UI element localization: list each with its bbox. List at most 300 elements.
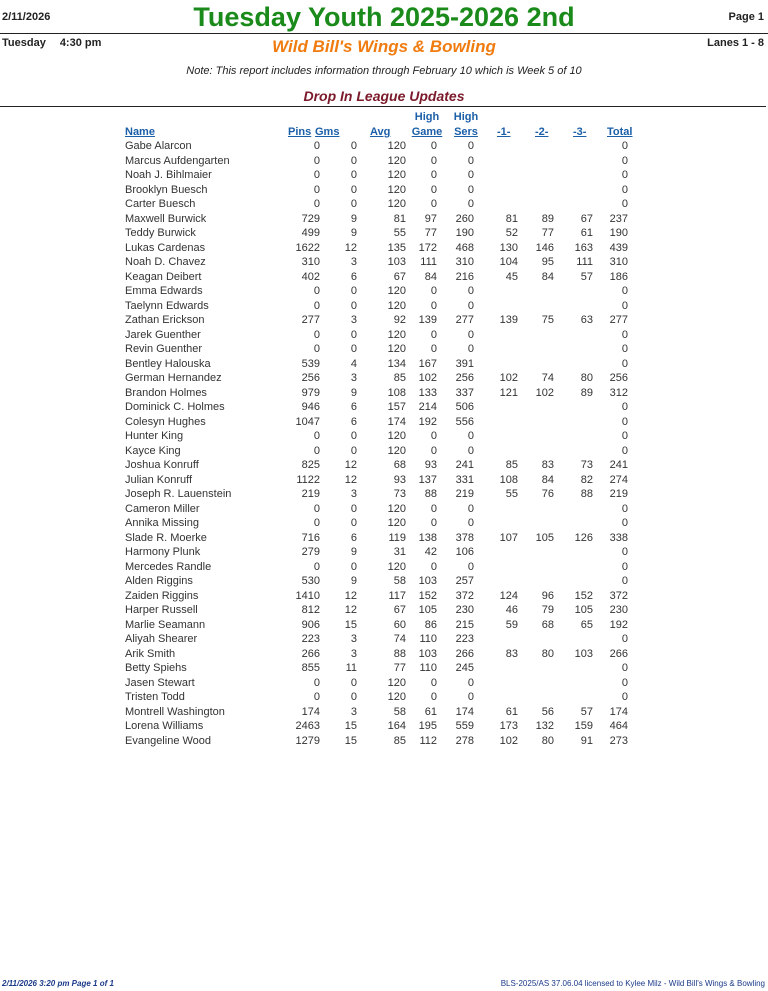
game2-cell bbox=[518, 632, 554, 647]
game2-cell: 79 bbox=[541, 604, 554, 616]
games-cell: 0 bbox=[350, 140, 357, 152]
game3-cell: 111 bbox=[576, 256, 593, 268]
game2-cell bbox=[518, 284, 554, 299]
game3-cell: 82 bbox=[580, 473, 593, 486]
col-header-high-sers: Sers bbox=[454, 126, 478, 138]
col-header-name: Name bbox=[125, 126, 155, 138]
game3-cell bbox=[554, 168, 593, 183]
total-cell: 241 bbox=[609, 459, 628, 471]
games-cell: 0 bbox=[350, 517, 357, 529]
game2-cell: 84 bbox=[541, 270, 554, 283]
games-cell: 0 bbox=[350, 154, 357, 167]
total-cell: 266 bbox=[609, 647, 628, 660]
games-cell: 3 bbox=[350, 314, 357, 326]
table-row bbox=[123, 473, 628, 488]
game3-cell: 105 bbox=[574, 604, 593, 616]
game2-cell: 105 bbox=[535, 531, 554, 544]
total-cell: 219 bbox=[609, 488, 628, 500]
average-cell: 77 bbox=[393, 662, 406, 674]
game2-cell bbox=[518, 168, 554, 183]
average-cell: 117 bbox=[388, 589, 406, 602]
average-cell: 120 bbox=[387, 198, 406, 210]
average-cell: 120 bbox=[387, 343, 406, 355]
pins-cell: 825 bbox=[301, 459, 320, 471]
games-cell: 9 bbox=[350, 575, 357, 587]
game1-cell bbox=[474, 342, 518, 357]
table-row bbox=[123, 212, 628, 227]
high-series-cell: 245 bbox=[455, 662, 474, 674]
total-cell: 256 bbox=[609, 372, 628, 384]
footer-license: BLS-2025/AS 37.06.04 licensed to Kylee Milz - Wild Bill's Wings & Bowling bbox=[500, 979, 765, 988]
game1-cell bbox=[474, 516, 518, 531]
pins-cell: 0 bbox=[313, 517, 320, 529]
game1-cell bbox=[474, 357, 518, 372]
high-series-cell: 391 bbox=[455, 357, 474, 370]
high-game-cell: 152 bbox=[418, 589, 437, 602]
pins-cell: 0 bbox=[313, 560, 320, 573]
total-cell: 174 bbox=[609, 705, 628, 718]
bowler-name: Bentley Halouska bbox=[125, 357, 211, 370]
table-row bbox=[123, 574, 628, 589]
game2-cell: 146 bbox=[535, 241, 554, 254]
bowler-name: Emma Edwards bbox=[125, 285, 203, 297]
game2-cell: 95 bbox=[541, 256, 554, 268]
games-cell: 9 bbox=[350, 386, 357, 399]
games-cell: 0 bbox=[350, 343, 357, 355]
pins-cell: 2463 bbox=[295, 720, 320, 732]
total-cell: 273 bbox=[609, 734, 628, 747]
game3-cell: 67 bbox=[580, 212, 593, 225]
game2-cell bbox=[518, 197, 554, 212]
average-cell: 120 bbox=[387, 430, 406, 442]
games-cell: 0 bbox=[350, 502, 357, 515]
col-header-pins: Pins bbox=[288, 126, 312, 138]
bowler-name: Tristen Todd bbox=[125, 691, 185, 703]
game1-cell: 173 bbox=[499, 720, 518, 732]
high-game-cell: 102 bbox=[418, 372, 437, 384]
pins-cell: 0 bbox=[313, 154, 320, 167]
game3-cell bbox=[554, 429, 593, 444]
games-cell: 6 bbox=[350, 531, 357, 544]
table-row bbox=[123, 154, 628, 169]
pins-cell: 310 bbox=[301, 256, 320, 268]
game2-cell bbox=[518, 328, 554, 343]
high-series-cell: 0 bbox=[467, 560, 474, 573]
games-cell: 0 bbox=[350, 183, 357, 196]
game3-cell bbox=[554, 502, 593, 517]
bowler-name: Brooklyn Buesch bbox=[125, 183, 208, 196]
game1-cell: 108 bbox=[499, 473, 518, 486]
table-row bbox=[123, 603, 628, 618]
total-cell: 0 bbox=[621, 357, 628, 370]
games-cell: 0 bbox=[350, 444, 357, 457]
high-series-cell: 0 bbox=[467, 154, 474, 167]
high-game-cell: 110 bbox=[419, 633, 437, 645]
games-cell: 15 bbox=[344, 720, 357, 732]
games-cell: 12 bbox=[344, 604, 357, 616]
bowler-name: Taelynn Edwards bbox=[125, 299, 209, 312]
game1-cell bbox=[474, 429, 518, 444]
average-cell: 120 bbox=[387, 517, 406, 529]
bowler-name: Cameron Miller bbox=[125, 502, 200, 515]
bowler-name: Jasen Stewart bbox=[125, 676, 195, 689]
high-game-cell: 84 bbox=[424, 270, 437, 283]
game1-cell: 104 bbox=[499, 256, 518, 268]
total-cell: 0 bbox=[621, 328, 628, 341]
average-cell: 58 bbox=[393, 575, 406, 587]
average-cell: 157 bbox=[387, 401, 406, 413]
bowler-name: Alden Riggins bbox=[125, 575, 193, 587]
table-row bbox=[123, 589, 628, 604]
game3-cell bbox=[554, 444, 593, 459]
table-row bbox=[123, 705, 628, 720]
game1-cell bbox=[474, 168, 518, 183]
total-cell: 0 bbox=[621, 183, 628, 196]
bowler-name: Teddy Burwick bbox=[125, 227, 196, 239]
bowler-name: Maxwell Burwick bbox=[125, 212, 207, 225]
total-cell: 0 bbox=[621, 633, 628, 645]
games-cell: 12 bbox=[344, 589, 357, 602]
high-series-cell: 0 bbox=[467, 183, 474, 196]
total-cell: 0 bbox=[621, 198, 628, 210]
game1-cell: 124 bbox=[499, 589, 518, 602]
game1-cell bbox=[474, 284, 518, 299]
game3-cell: 57 bbox=[580, 270, 593, 283]
game2-cell bbox=[518, 342, 554, 357]
high-game-cell: 0 bbox=[430, 517, 437, 529]
game2-cell bbox=[518, 400, 554, 415]
average-cell: 120 bbox=[387, 502, 406, 515]
high-series-cell: 277 bbox=[455, 314, 474, 326]
games-cell: 0 bbox=[350, 285, 357, 297]
high-series-cell: 174 bbox=[455, 705, 474, 718]
bowler-name: Mercedes Randle bbox=[125, 560, 212, 573]
high-game-cell: 0 bbox=[430, 502, 437, 515]
game2-cell bbox=[518, 690, 554, 705]
pins-cell: 256 bbox=[301, 372, 320, 384]
average-cell: 85 bbox=[393, 372, 406, 384]
game3-cell: 61 bbox=[580, 227, 593, 239]
pins-cell: 1279 bbox=[295, 734, 320, 747]
game1-cell: 121 bbox=[499, 386, 518, 399]
table-row bbox=[123, 531, 628, 546]
bowler-name: Aliyah Shearer bbox=[125, 633, 198, 645]
game2-cell bbox=[518, 357, 554, 372]
high-series-cell: 337 bbox=[455, 386, 474, 399]
high-series-cell: 260 bbox=[455, 212, 474, 225]
total-cell: 237 bbox=[609, 212, 628, 225]
high-game-cell: 0 bbox=[430, 676, 437, 689]
high-game-cell: 0 bbox=[430, 198, 437, 210]
game3-cell bbox=[554, 545, 593, 560]
game3-cell bbox=[554, 328, 593, 343]
game3-cell: 103 bbox=[574, 647, 593, 660]
high-series-cell: 257 bbox=[455, 575, 474, 587]
high-game-cell: 0 bbox=[430, 183, 437, 196]
high-game-cell: 137 bbox=[418, 473, 437, 486]
game2-cell bbox=[518, 574, 554, 589]
high-series-cell: 215 bbox=[455, 618, 474, 631]
high-series-cell: 331 bbox=[455, 473, 474, 486]
game2-cell bbox=[518, 415, 554, 430]
average-cell: 58 bbox=[393, 705, 406, 718]
total-cell: 274 bbox=[609, 473, 628, 486]
game3-cell bbox=[554, 690, 593, 705]
bowler-name: Zathan Erickson bbox=[125, 314, 205, 326]
total-cell: 0 bbox=[621, 343, 628, 355]
game1-cell: 130 bbox=[499, 241, 518, 254]
header-divider bbox=[0, 33, 768, 34]
game3-cell bbox=[554, 154, 593, 169]
pins-cell: 530 bbox=[301, 575, 320, 587]
total-cell: 192 bbox=[609, 618, 628, 631]
pins-cell: 0 bbox=[313, 691, 320, 703]
high-series-cell: 559 bbox=[455, 720, 474, 732]
average-cell: 120 bbox=[387, 676, 406, 689]
high-series-cell: 106 bbox=[455, 546, 474, 558]
game2-cell: 74 bbox=[541, 372, 554, 384]
high-game-cell: 0 bbox=[430, 140, 437, 152]
high-series-cell: 468 bbox=[455, 241, 474, 254]
col-header-high-game-top: High bbox=[414, 111, 440, 123]
table-row bbox=[123, 299, 628, 314]
high-game-cell: 139 bbox=[418, 314, 437, 326]
games-cell: 3 bbox=[350, 488, 357, 500]
games-cell: 9 bbox=[350, 212, 357, 225]
games-cell: 4 bbox=[350, 357, 357, 370]
games-cell: 0 bbox=[350, 169, 357, 181]
average-cell: 92 bbox=[393, 314, 406, 326]
bowler-name: Joseph R. Lauenstein bbox=[125, 488, 232, 500]
total-cell: 0 bbox=[621, 502, 628, 515]
table-row bbox=[123, 560, 628, 575]
game3-cell bbox=[554, 661, 593, 676]
game1-cell bbox=[474, 560, 518, 575]
pins-cell: 174 bbox=[301, 705, 320, 718]
game3-cell: 126 bbox=[574, 531, 593, 544]
total-cell: 277 bbox=[609, 314, 628, 326]
average-cell: 120 bbox=[387, 299, 406, 312]
pins-cell: 0 bbox=[313, 140, 320, 152]
game2-cell bbox=[518, 444, 554, 459]
pins-cell: 0 bbox=[313, 169, 320, 181]
games-cell: 15 bbox=[344, 734, 357, 747]
bowler-name: Harmony Plunk bbox=[125, 546, 201, 558]
table-row bbox=[123, 226, 628, 241]
table-row bbox=[123, 734, 628, 749]
game1-cell bbox=[474, 545, 518, 560]
high-game-cell: 42 bbox=[424, 546, 437, 558]
game2-cell: 68 bbox=[541, 618, 554, 631]
games-cell: 0 bbox=[350, 430, 357, 442]
game3-cell: 88 bbox=[580, 488, 593, 500]
game3-cell bbox=[554, 284, 593, 299]
high-game-cell: 97 bbox=[424, 212, 437, 225]
games-cell: 3 bbox=[350, 647, 357, 660]
high-series-cell: 0 bbox=[467, 328, 474, 341]
games-cell: 0 bbox=[350, 299, 357, 312]
game2-cell: 89 bbox=[541, 212, 554, 225]
average-cell: 120 bbox=[387, 140, 406, 152]
games-cell: 0 bbox=[350, 560, 357, 573]
game2-cell bbox=[518, 183, 554, 198]
games-cell: 3 bbox=[350, 633, 357, 645]
high-game-cell: 86 bbox=[424, 618, 437, 631]
bowler-name: Noah J. Bihlmaier bbox=[125, 169, 212, 181]
bowler-name: German Hernandez bbox=[125, 372, 222, 384]
table-row bbox=[123, 386, 628, 401]
games-cell: 3 bbox=[350, 705, 357, 718]
game1-cell: 102 bbox=[499, 734, 518, 747]
total-cell: 312 bbox=[609, 386, 628, 399]
high-game-cell: 195 bbox=[418, 720, 437, 732]
average-cell: 81 bbox=[393, 212, 406, 225]
game3-cell bbox=[554, 400, 593, 415]
games-cell: 6 bbox=[350, 401, 357, 413]
high-game-cell: 138 bbox=[418, 531, 437, 544]
table-row bbox=[123, 342, 628, 357]
games-cell: 3 bbox=[350, 256, 357, 268]
game1-cell: 45 bbox=[505, 270, 518, 283]
pins-cell: 1047 bbox=[295, 415, 320, 428]
section-title: Drop In League Updates bbox=[303, 88, 465, 104]
game3-cell: 73 bbox=[580, 459, 593, 471]
game3-cell: 89 bbox=[580, 386, 593, 399]
game1-cell: 52 bbox=[505, 227, 518, 239]
game3-cell bbox=[554, 139, 593, 154]
high-game-cell: 133 bbox=[418, 386, 437, 399]
pins-cell: 0 bbox=[313, 502, 320, 515]
bowler-name: Lorena Williams bbox=[125, 720, 204, 732]
high-series-cell: 0 bbox=[467, 676, 474, 689]
bowler-name: Zaiden Riggins bbox=[125, 589, 199, 602]
high-series-cell: 506 bbox=[455, 401, 474, 413]
game3-cell: 65 bbox=[580, 618, 593, 631]
high-series-cell: 219 bbox=[455, 488, 474, 500]
average-cell: 85 bbox=[393, 734, 406, 747]
average-cell: 164 bbox=[387, 720, 406, 732]
bowler-name: Hunter King bbox=[125, 430, 184, 442]
pins-cell: 0 bbox=[313, 343, 320, 355]
high-series-cell: 230 bbox=[455, 604, 474, 616]
games-cell: 0 bbox=[350, 691, 357, 703]
high-series-cell: 0 bbox=[467, 517, 474, 529]
game2-cell bbox=[518, 139, 554, 154]
league-title: Tuesday Youth 2025-2026 2nd bbox=[193, 2, 575, 32]
average-cell: 68 bbox=[393, 459, 406, 471]
bowler-name: Lukas Cardenas bbox=[125, 241, 206, 254]
table-row bbox=[123, 328, 628, 343]
average-cell: 67 bbox=[393, 270, 406, 283]
game1-cell bbox=[474, 154, 518, 169]
total-cell: 372 bbox=[609, 589, 628, 602]
games-cell: 9 bbox=[350, 546, 357, 558]
bowler-name: Dominick C. Holmes bbox=[125, 401, 225, 413]
pins-cell: 402 bbox=[301, 270, 320, 283]
game1-cell: 59 bbox=[505, 618, 518, 631]
footer-print-info: 2/11/2026 3:20 pm Page 1 of 1 bbox=[2, 979, 114, 988]
high-game-cell: 0 bbox=[430, 430, 437, 442]
high-game-cell: 0 bbox=[430, 285, 437, 297]
table-row bbox=[123, 255, 628, 270]
high-game-cell: 0 bbox=[430, 343, 437, 355]
average-cell: 31 bbox=[393, 546, 406, 558]
game1-cell: 83 bbox=[505, 647, 518, 660]
table-row bbox=[123, 676, 628, 691]
high-game-cell: 172 bbox=[418, 241, 437, 254]
pins-cell: 729 bbox=[301, 212, 320, 225]
game2-cell: 75 bbox=[541, 314, 554, 326]
table-row bbox=[123, 719, 628, 734]
average-cell: 120 bbox=[387, 560, 406, 573]
game3-cell bbox=[554, 342, 593, 357]
high-game-cell: 192 bbox=[418, 415, 437, 428]
col-header-avg: Avg bbox=[370, 126, 391, 138]
col-header-game2: -2- bbox=[535, 126, 549, 138]
pins-cell: 855 bbox=[301, 662, 320, 674]
bowler-name: Betty Spiehs bbox=[125, 662, 187, 674]
total-cell: 0 bbox=[621, 140, 628, 152]
high-series-cell: 556 bbox=[455, 415, 474, 428]
pins-cell: 279 bbox=[301, 546, 320, 558]
average-cell: 108 bbox=[387, 386, 406, 399]
average-cell: 120 bbox=[387, 691, 406, 703]
high-game-cell: 167 bbox=[418, 357, 437, 370]
high-series-cell: 0 bbox=[467, 691, 474, 703]
game2-cell: 80 bbox=[541, 734, 554, 747]
high-series-cell: 278 bbox=[455, 734, 474, 747]
total-cell: 0 bbox=[621, 430, 628, 442]
average-cell: 135 bbox=[387, 241, 406, 254]
table-row bbox=[123, 632, 628, 647]
total-cell: 0 bbox=[621, 560, 628, 573]
average-cell: 120 bbox=[387, 285, 406, 297]
table-row bbox=[123, 502, 628, 517]
high-series-cell: 310 bbox=[455, 256, 474, 268]
games-cell: 11 bbox=[345, 662, 357, 674]
pins-cell: 539 bbox=[301, 357, 320, 370]
pins-cell: 1410 bbox=[295, 589, 320, 602]
table-row bbox=[123, 241, 628, 256]
pins-cell: 219 bbox=[301, 488, 320, 500]
bowler-name: Arik Smith bbox=[125, 647, 176, 660]
game2-cell: 96 bbox=[541, 589, 554, 602]
pins-cell: 946 bbox=[301, 401, 320, 413]
games-cell: 9 bbox=[350, 227, 357, 239]
high-game-cell: 112 bbox=[419, 734, 437, 747]
pins-cell: 979 bbox=[301, 386, 320, 399]
pins-cell: 266 bbox=[301, 647, 320, 660]
games-cell: 6 bbox=[350, 270, 357, 283]
page-number: Page 1 bbox=[728, 11, 764, 23]
table-row bbox=[123, 357, 628, 372]
game2-cell bbox=[518, 560, 554, 575]
average-cell: 55 bbox=[393, 227, 406, 239]
games-cell: 12 bbox=[344, 241, 357, 254]
table-row bbox=[123, 444, 628, 459]
high-series-cell: 0 bbox=[467, 285, 474, 297]
game3-cell bbox=[554, 516, 593, 531]
high-game-cell: 0 bbox=[430, 169, 437, 181]
game2-cell: 56 bbox=[541, 705, 554, 718]
report-note: Note: This report includes information through February 10 which is Week 5 of 10 bbox=[186, 65, 582, 77]
high-game-cell: 0 bbox=[430, 444, 437, 457]
col-header-high-game: Game bbox=[411, 126, 443, 138]
game2-cell bbox=[518, 502, 554, 517]
high-series-cell: 0 bbox=[467, 430, 474, 442]
game1-cell bbox=[474, 444, 518, 459]
game1-cell bbox=[474, 502, 518, 517]
